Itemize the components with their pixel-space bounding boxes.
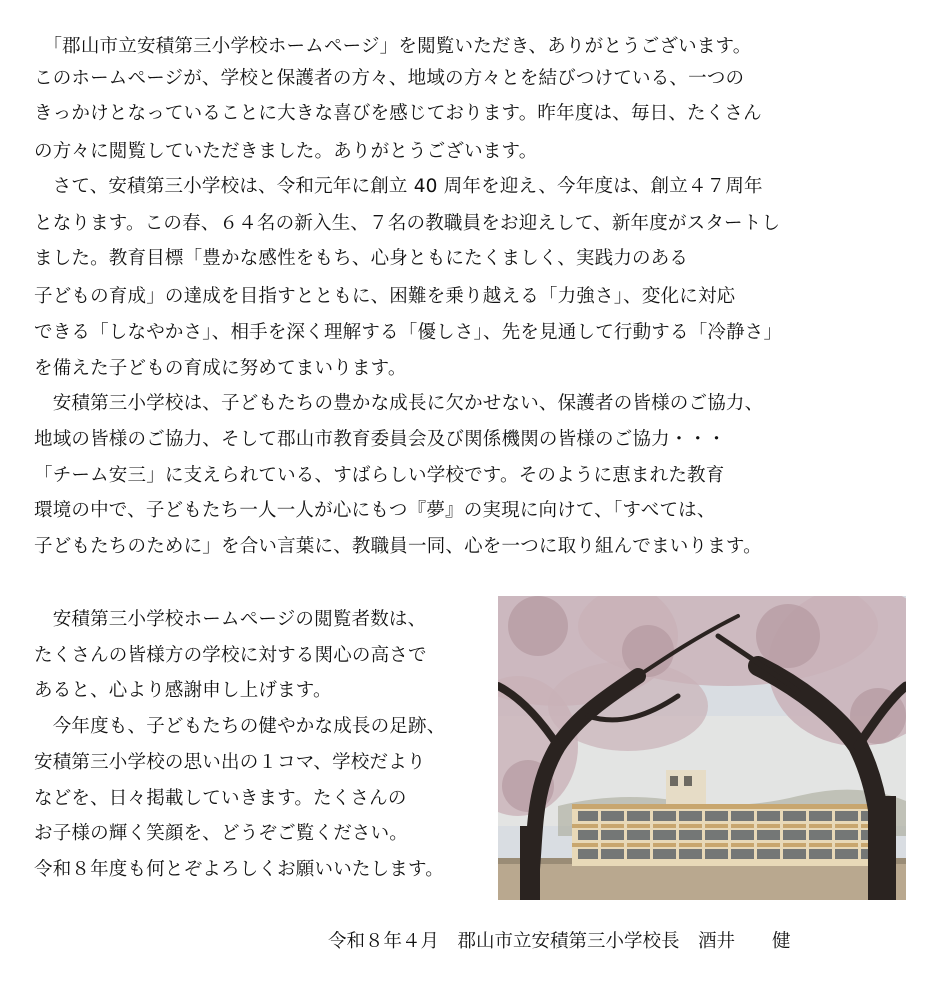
school-building-with-cherry-blossoms-photo bbox=[498, 596, 906, 900]
visitors-line-4: 今年度も、子どもたちの健やかな成長の足跡、 bbox=[34, 716, 446, 737]
greeting-line-2: このホームページが、学校と保護者の方々、地域の方々とを結びつけている、一つの bbox=[34, 68, 745, 89]
greeting-line-13: 「チーム安三」に支えられている、すばらしい学校です。そのように恵まれた教育 bbox=[34, 465, 725, 486]
greeting-line-1: 「郡山市立安積第三小学校ホームページ」を閲覧いただき、ありがとうございます。 bbox=[34, 36, 752, 57]
greeting-line-3: きっかけとなっていることに大きな喜びを感じております。昨年度は、毎日、たくさん bbox=[34, 103, 762, 124]
greeting-line-8: 子どもの育成」の達成を目指すとともに、困難を乗り越える「力強さ」、変化に対応 bbox=[34, 286, 736, 307]
visitors-line-3: あると、心より感謝申し上げます。 bbox=[34, 680, 332, 701]
greeting-line-5: さて、安積第三小学校は、令和元年に創立 40 周年を迎え、今年度は、創立４７周年 bbox=[34, 176, 763, 197]
school-photo bbox=[498, 596, 906, 900]
greeting-line-12: 地域の皆様のご協力、そして郡山市教育委員会及び関係機関の皆様のご協力・・・ bbox=[34, 429, 726, 450]
visitors-line-1: 安積第三小学校ホームページの閲覧者数は、 bbox=[34, 609, 427, 630]
visitors-line-7: お子様の輝く笑顔を、どうぞご覧ください。 bbox=[34, 823, 409, 844]
greeting-line-6: となります。この春、６４名の新入生、７名の教職員をお迎えして、新年度がスタートし bbox=[34, 213, 781, 234]
visitors-line-5: 安積第三小学校の思い出の１コマ、学校だより bbox=[34, 752, 426, 773]
greeting-line-9: できる「しなやかさ」、相手を深く理解する「優しさ」、先を見通して行動する「冷静さ」 bbox=[34, 322, 783, 343]
greeting-line-7: ました。教育目標「豊かな感性をもち、心身ともにたくましく、実践力のある bbox=[34, 248, 689, 269]
greeting-line-15: 子どもたちのために」を合い言葉に、教職員一同、心を一つに取り組んでまいります。 bbox=[34, 536, 762, 557]
visitors-line-8: 令和８年度も何とぞよろしくお願いいたします。 bbox=[34, 859, 444, 880]
visitors-line-2: たくさんの皆様方の学校に対する関心の高さで bbox=[34, 645, 427, 666]
greeting-line-10: を備えた子どもの育成に努めてまいります。 bbox=[34, 358, 407, 379]
visitors-line-6: などを、日々掲載していきます。たくさんの bbox=[34, 788, 407, 809]
signature: 令和８年４月 郡山市立安積第三小学校長 酒井 健 bbox=[328, 931, 791, 952]
greeting-line-14: 環境の中で、子どもたち一人一人が心にもつ『夢』の実現に向けて、「すべては、 bbox=[34, 500, 716, 521]
greeting-line-4: の方々に閲覧していただきました。ありがとうございます。 bbox=[34, 141, 538, 162]
greeting-line-11: 安積第三小学校は、子どもたちの豊かな成長に欠かせない、保護者の皆様のご協力、 bbox=[34, 393, 764, 414]
